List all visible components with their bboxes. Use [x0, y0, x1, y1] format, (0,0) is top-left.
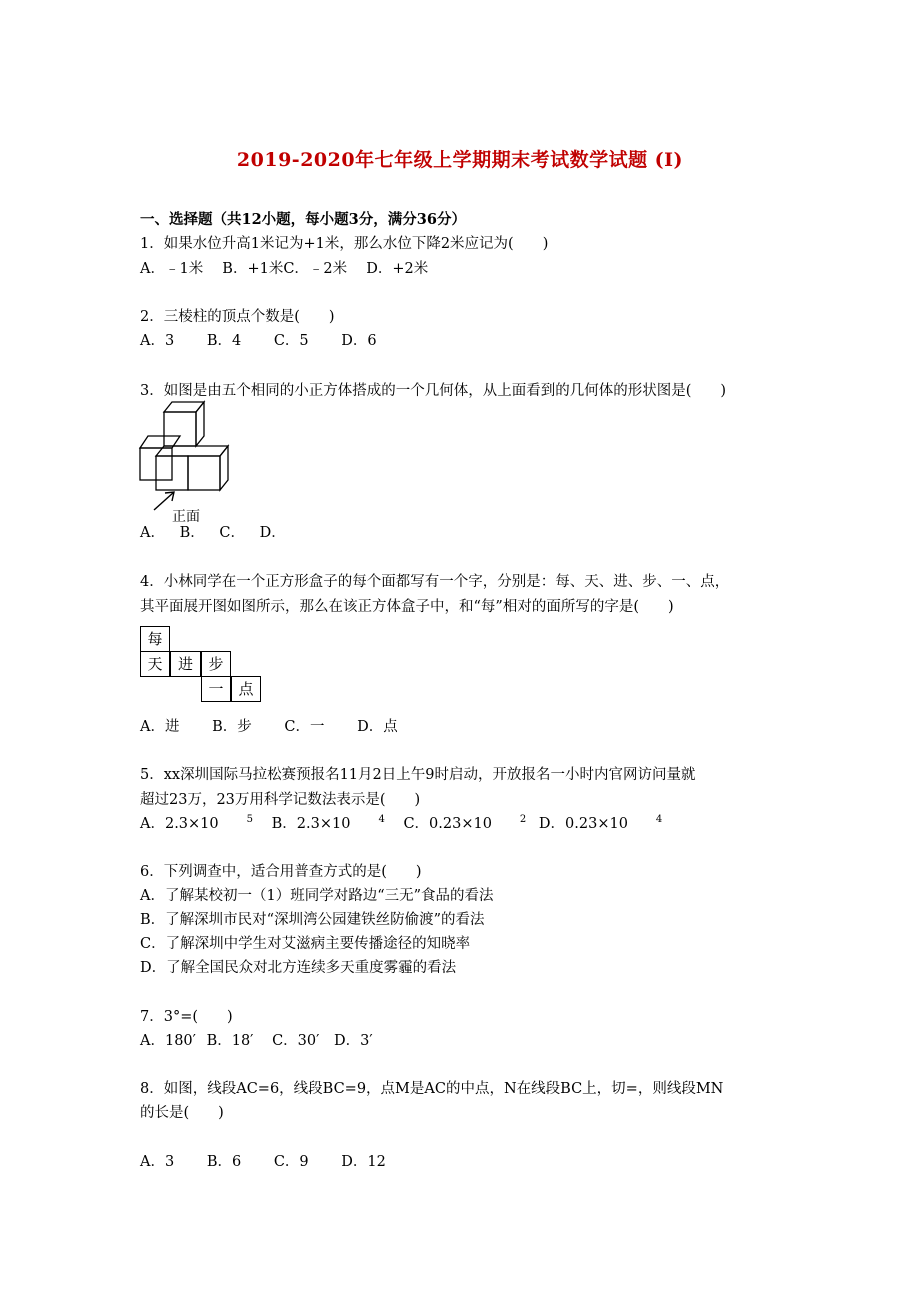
question-6-option-b: B．了解深圳市民对“深圳湾公园建铁丝防偷渡”的看法 — [140, 912, 485, 928]
question-7-stem: 7．3°=( ) — [140, 1009, 233, 1025]
question-4-stem-line1: 4．小林同学在一个正方形盒子的每个面都写有一个字，分别是：每、天、进、步、一、点， — [140, 574, 730, 590]
option-c: C．0.23×10 $^2$ — [403, 814, 527, 832]
front-label: 正面 — [172, 509, 200, 524]
net-cell-mei: 每 — [140, 626, 170, 652]
question-5-stem-line2: 超过23万，23万用科学记数法表示是( ) — [140, 792, 421, 808]
section-heading: 一、选择题（共12小题，每小题3分，满分36分） — [140, 211, 466, 228]
option-c: C．5 — [273, 333, 309, 349]
option-b: B．6 — [206, 1154, 242, 1170]
option-c: C．一 — [284, 719, 325, 735]
option-a: A．180′ — [140, 1033, 196, 1049]
option-b: B．18′ — [206, 1033, 254, 1049]
option-a: A． — [140, 525, 165, 541]
option-a: A．进 — [140, 719, 180, 735]
net-cell-dian: 点 — [231, 676, 261, 702]
question-6-option-d: D．了解全国民众对北方连续多天重度雾霾的看法 — [140, 960, 457, 976]
question-1-stem: 1．如果水位升高1米记为+1米，那么水位下降2米应记为( ) — [140, 236, 549, 252]
option-b: B． — [179, 525, 205, 541]
question-3-options — [140, 523, 286, 543]
option-a: A．3 — [140, 333, 175, 349]
question-4-options — [140, 717, 398, 737]
option-d: D．0.23×10 $^4$ — [538, 814, 663, 832]
question-7-options — [140, 1031, 373, 1051]
option-d: D．6 — [341, 333, 377, 349]
question-8-stem-line1: 8．如图，线段AC=6，线段BC=9，点M是AC的中点，N在线段BC上，切=，则线段MN — [140, 1081, 724, 1097]
question-5-options — [140, 814, 662, 834]
option-a: A．3 — [140, 1154, 175, 1170]
option-b: B．4 — [206, 333, 242, 349]
question-1-options: A．﹣1米 B．+1米C．﹣2米 D．+2米 — [140, 261, 429, 277]
option-c: C． — [219, 525, 245, 541]
option-c: C．9 — [273, 1154, 309, 1170]
option-a: A．2.3×10 $^5$ — [140, 814, 254, 832]
question-6-option-a: A．了解某校初一（1）班同学对路边“三无”食品的看法 — [140, 888, 494, 904]
net-cell-bu: 步 — [201, 651, 231, 677]
net-cell-tian: 天 — [140, 651, 170, 677]
option-d: D．12 — [341, 1154, 386, 1170]
page-title: 2019-2020年七年级上学期期末考试数学试题 (I) — [236, 149, 684, 171]
option-d: D．3′ — [334, 1033, 373, 1049]
option-d: D．点 — [357, 719, 398, 735]
question-6-stem: 6．下列调查中，适合用普查方式的是( ) — [140, 864, 422, 880]
question-6-option-c: C．了解深圳中学生对艾滋病主要传播途径的知晓率 — [140, 936, 471, 952]
question-8-stem-line2: 的长是( ) — [140, 1105, 224, 1121]
question-2-stem: 2．三棱柱的顶点个数是( ) — [140, 309, 335, 325]
question-4-stem-line2: 其平面展开图如图所示，那么在该正方体盒子中，和“每”相对的面所写的字是( ) — [140, 599, 674, 615]
option-d: D． — [259, 525, 286, 541]
option-b: B．步 — [212, 719, 252, 735]
net-cell-yi: 一 — [201, 676, 231, 702]
cube-solid-figure — [134, 400, 244, 524]
option-c: C．30′ — [272, 1033, 320, 1049]
question-8-options — [140, 1152, 386, 1172]
question-2-options — [140, 331, 377, 351]
option-b: B．2.3×10 $^4$ — [271, 814, 385, 832]
question-3-stem: 3．如图是由五个相同的小正方体搭成的一个几何体，从上面看到的几何体的形状图是( ) — [140, 383, 727, 399]
question-5-stem-line1: 5．xx深圳国际马拉松赛预报名11月2日上午9时启动，开放报名一小时内官网访问量就 — [140, 767, 696, 783]
net-cell-jin: 进 — [170, 651, 201, 677]
